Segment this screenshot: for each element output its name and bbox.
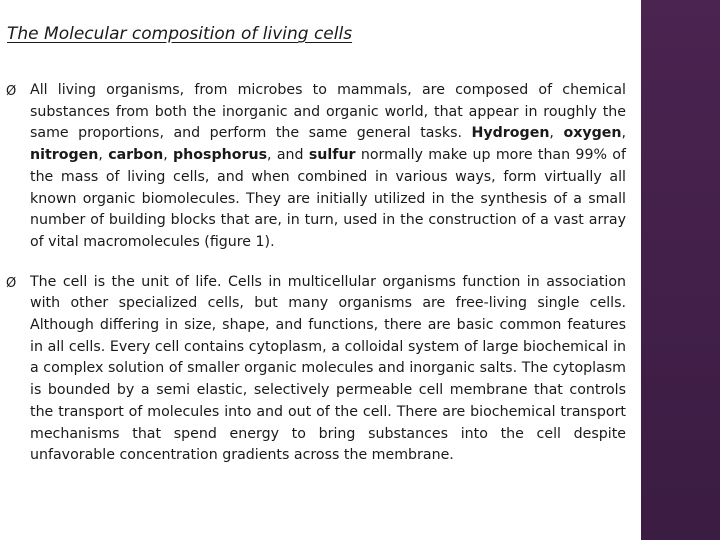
- text-segment: All living organisms, from microbes to mammals, are composed of chemical substances from both the inorganic and organic world, that appear in roughly the same proportions, and perform the same general tasks.: [30, 82, 626, 142]
- element-oxygen: oxygen: [563, 125, 622, 142]
- element-carbon: carbon: [108, 147, 164, 164]
- slide-title: The Molecular composition of living cells: [7, 24, 353, 44]
- bullet-item: [6, 272, 626, 467]
- bullet-item: [6, 80, 626, 254]
- element-sulfur: sulfur: [308, 147, 356, 164]
- element-nitrogen: nitrogen: [30, 147, 99, 164]
- text-segment: ,: [621, 125, 626, 142]
- bullet-text: The cell is the unit of life. Cells in multicellular organisms function in association with other specialized cells, but many organisms are free-living single cells. Although differing in size, shape, and functions, there are basic common features in all cells. Every cell contains cytoplasm, a colloidal system of large biochemical in a complex solution of smaller organic molecules and inorganic salts. The cytoplasm is bounded by a semi elastic, selectively permeable cell membrane that controls the transport of molecules into and out of the cell. There are biochemical transport mechanisms that spend energy to bring substances into the cell despite unfavorable concentration gradients across the membrane.: [30, 273, 626, 464]
- text-segment: ,: [163, 147, 174, 164]
- text-segment: ,: [98, 147, 109, 164]
- decorative-side-panel: [641, 0, 720, 540]
- element-hydrogen: Hydrogen: [471, 125, 550, 142]
- text-segment: ,: [549, 125, 564, 142]
- text-segment: normally make up more than 99% of the mass of living cells, and when combined in various ways, form virtually all known organic biomolecules. They are initially utilized in the synthesis of a small number of building blocks that are, in turn, used in the construction of a vast array of vital macromolecules (figure 1).: [30, 147, 626, 250]
- bullet-list: [6, 80, 626, 485]
- bullet-arrow-icon: Ø: [6, 275, 17, 291]
- element-phosphorus: phosphorus: [173, 147, 268, 164]
- bullet-text: [30, 80, 626, 254]
- text-segment: , and: [267, 147, 309, 164]
- bullet-arrow-icon: Ø: [6, 84, 17, 99]
